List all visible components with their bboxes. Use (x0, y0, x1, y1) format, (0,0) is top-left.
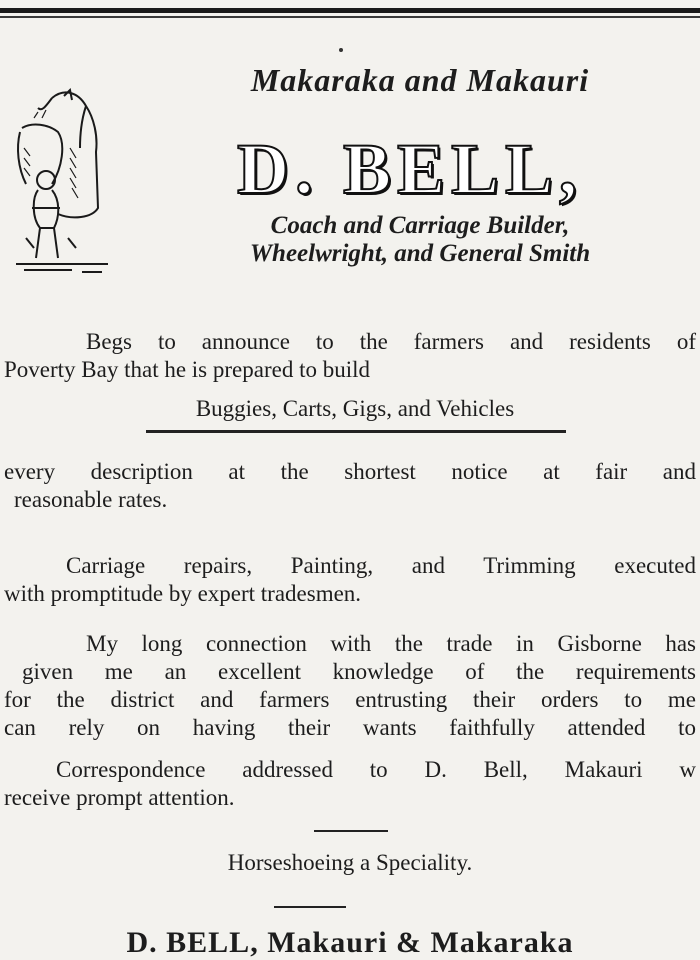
continuation-paragraph (4, 458, 696, 514)
connection-paragraph (4, 630, 696, 742)
top-border-thin (0, 16, 700, 18)
continuation-line-2: reasonable rates. (14, 487, 168, 512)
connection-line-1: My long connection with the trade in Gisborne has (86, 631, 696, 656)
correspondence-line-1: Correspondence addressed to D. Bell, Makauri w (56, 757, 696, 782)
repairs-line-2: with promptitude by expert tradesmen. (4, 581, 362, 606)
feature-underline (146, 430, 566, 433)
connection-line-2: given me an excellent knowledge of the requirements (22, 659, 696, 684)
repairs-paragraph (4, 552, 696, 608)
trade-line-2: Wheelwright, and General Smith (249, 240, 591, 267)
intro-paragraph (4, 328, 696, 384)
blacksmith-shoeing-horse-icon (12, 88, 112, 278)
header-place: Makaraka and Makauri (250, 62, 590, 98)
repairs-line-1: Carriage repairs, Painting, and Trimming executed (66, 553, 696, 578)
divider-lower (274, 906, 346, 908)
business-name: D. BELL, (236, 129, 584, 209)
connection-line-3: for the district and farmers entrusting their orders to me (4, 687, 696, 712)
intro-line-2: Poverty Bay that he is prepared to build (4, 357, 371, 382)
correspondence-line-2: receive prompt attention. (4, 785, 235, 810)
correspondence-paragraph (4, 756, 696, 812)
feature-vehicles: Buggies, Carts, Gigs, and Vehicles (195, 396, 515, 421)
trade-line-1: Coach and Carriage Builder, (270, 212, 570, 239)
speck (339, 48, 343, 52)
divider-upper (314, 830, 388, 832)
intro-line-1: Begs to announce to the farmers and residents of (86, 329, 696, 354)
footer-business-line: D. BELL, Makauri & Makaraka (126, 926, 574, 959)
connection-line-4: can rely on having their wants faithfully attended to (4, 715, 696, 740)
top-border-thick (0, 8, 700, 13)
continuation-line-1: every description at the shortest notice at fair and (4, 459, 696, 484)
speciality-line: Horseshoeing a Speciality. (227, 850, 473, 875)
